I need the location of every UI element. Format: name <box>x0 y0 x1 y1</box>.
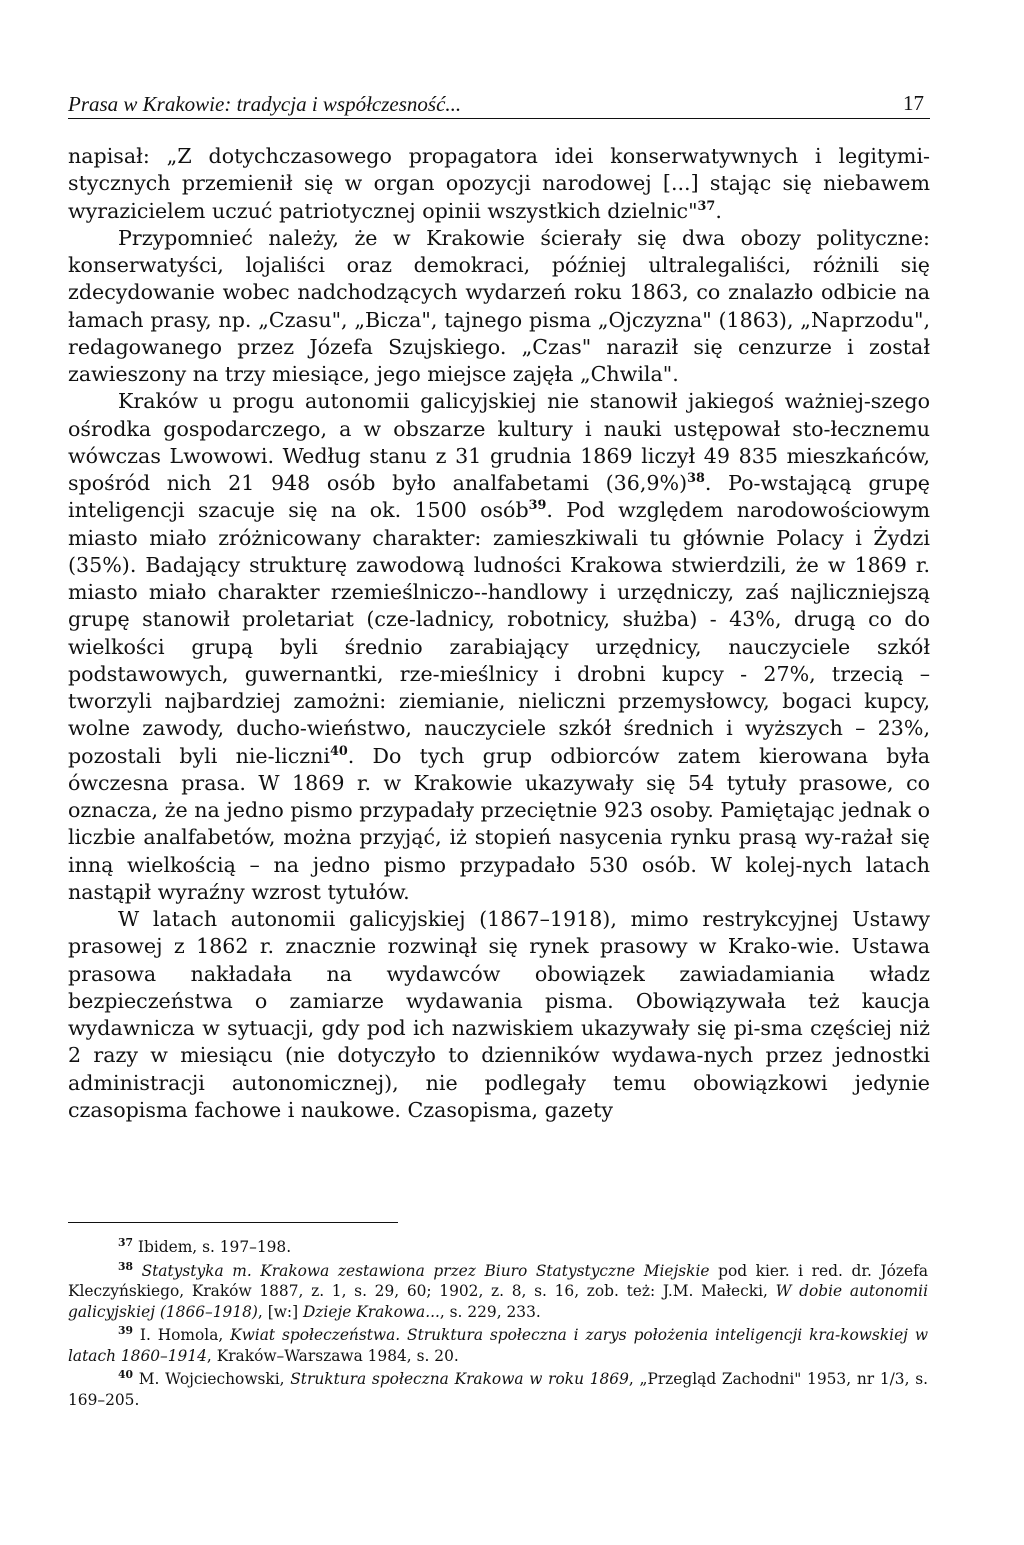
footnote-40: $^{40}$ M. Wojciechowski, Struktura społeczna Krakowa w roku 1869, „Przegląd Zachodni" 1953, nr 1/3, s. 169–205. <box>68 1367 928 1409</box>
page-number: 17 <box>903 91 924 115</box>
paragraph-2: Przypomnieć należy, że w Krakowie ścierały się dwa obozy polityczne: konserwatyści, lojaliści oraz demokraci, później ultralegaliści, różnili się zdecydowanie wobec nadchodzących wydarzeń roku 1863, co znalazło odbicie na łamach prasy, np. „Czasu", „Bicza", tajnego pisma „Ojczyzna" (1863), „Naprzodu", redagowanego przez Józefa Szujskiego. „Czas" naraził się cenzurze i został zawieszony na trzy miesiące, jego miejsce zajęła „Chwila". <box>68 225 930 386</box>
paragraph-1: napisał: „Z dotychczasowego propagatora idei konserwatywnych i legitymi-stycznych przemienił się w organ opozycji narodowej [...] stając się niebawem wyrazicielem uczuć patriotycznej opinii wszystkich dzielnic"$^{37}$. <box>68 144 930 223</box>
footnote-separator <box>68 1222 398 1223</box>
footnote-37: $^{37}$ Ibidem, s. 197–198. <box>118 1235 292 1256</box>
footnote-ref-38[interactable]: 38 <box>687 471 705 487</box>
paragraph-4: W latach autonomii galicyjskiej (1867–1918), mimo restrykcyjnej Ustawy prasowej z 1862 r. znacznie rozwinął się rynek prasowy w Krako-wie. Ustawa prasowa nakładała na wydawców obowiązek zawiadamiania władz bezpieczeństwa o zamiarze wydawania pisma. Obowiązywała też kaucja wydawnicza w sytuacji, gdy pod ich nazwiskiem ukazywały się pi-sma częściej niż 2 razy w miesiącu (nie dotyczyło to dzienników wydawa-nych przez jednostki administracji autonomicznej), nie podlegały temu obowiązkowi jedynie czasopisma fachowe i naukowe. Czasopisma, gazety <box>68 907 930 1122</box>
footnotes <box>68 1237 928 1413</box>
paragraph-3: Kraków u progu autonomii galicyjskiej nie stanowił jakiegoś ważniej-szego ośrodka gospodarczego, a w obszarze kultury i nauki ustępował sto-łecznemu wówczas Lwowowi. Według stanu z 31 grudnia 1869 liczył 49 835 mieszkańców, spośród nich 21 948 osób było analfabetami $(36,9\%)^{38}$. Po-wstającą grupę inteligencji szacuje się na ok. 1500 osób$^{39}$. Pod względem narodowościowym miasto miało zróżnicowany charakter: zamieszkiwali tu głównie Polacy i Żydzi (35%). Badający strukturę zawodową ludności Krakowa stwierdzili, że w 1869 r. miasto miało charakter rzemieślniczo--handlowy i urzędniczy, zaś najliczniejszą grupę stanowił proletariat (cze-ladnicy, robotnicy, służba) - 43%, drugą co do wielkości grupą byli średnio zarabiający urzędnicy, nauczyciele szkół podstawowych, guwernantki, rze-mieślnicy i drobni kupcy - 27%, trzecią – tworzyli najbardziej zamożni: ziemianie, nieliczni przemysłowcy, bogaci kupcy, wolne zawody, ducho-wieństwo, nauczyciele szkół średnich i wyższych – 23%, pozostali byli nie-liczni$^{40}$. Do tych grup odbiorców zatem kierowana była ówczesna prasa. W 1869 r. w Krakowie ukazywały się 54 tytuły prasowe, co oznacza, że na jedno pismo przypadały przeciętnie 923 osoby. Pamiętając jednak o liczbie analfabetów, można przyjąć, iż stopień nasycenia rynku prasą wy-rażał się inną wielkością – na jedno pismo przypadało 530 osób. W kolej-nych latach nastąpił wyraźny wzrost tytułów. <box>68 389 930 904</box>
running-title: Prasa w Krakowie: tradycja i współczesność... <box>68 92 462 116</box>
footnote-ref-40[interactable]: 40 <box>329 743 348 759</box>
page-header <box>68 86 930 119</box>
footnote-38: $^{38}$ Statystyka m. Krakowa zestawiona przez Biuro Statystyczne Miejskie pod kier. i red. dr. Józefa Kleczyńskiego, Kraków 1887, z. 1, s. 29, 60; 1902, z. 8, s. 16, zob. też: J.M. Małecki, W dobie autonomii galicyjskiej (1866–1918), [w:] Dzieje Krakowa..., s. 229, 233. <box>68 1259 928 1321</box>
footnote-ref-37[interactable]: 37 <box>697 198 716 214</box>
footnote-ref-39[interactable]: 39 <box>528 498 547 514</box>
footnote-39: $^{39}$ I. Homola, Kwiat społeczeństwa. Struktura społeczna i zarys położenia inteligencji kra-kowskiej w latach 1860–1914, Kraków–Warszawa 1984, s. 20. <box>68 1323 928 1365</box>
body-text <box>68 143 930 1124</box>
